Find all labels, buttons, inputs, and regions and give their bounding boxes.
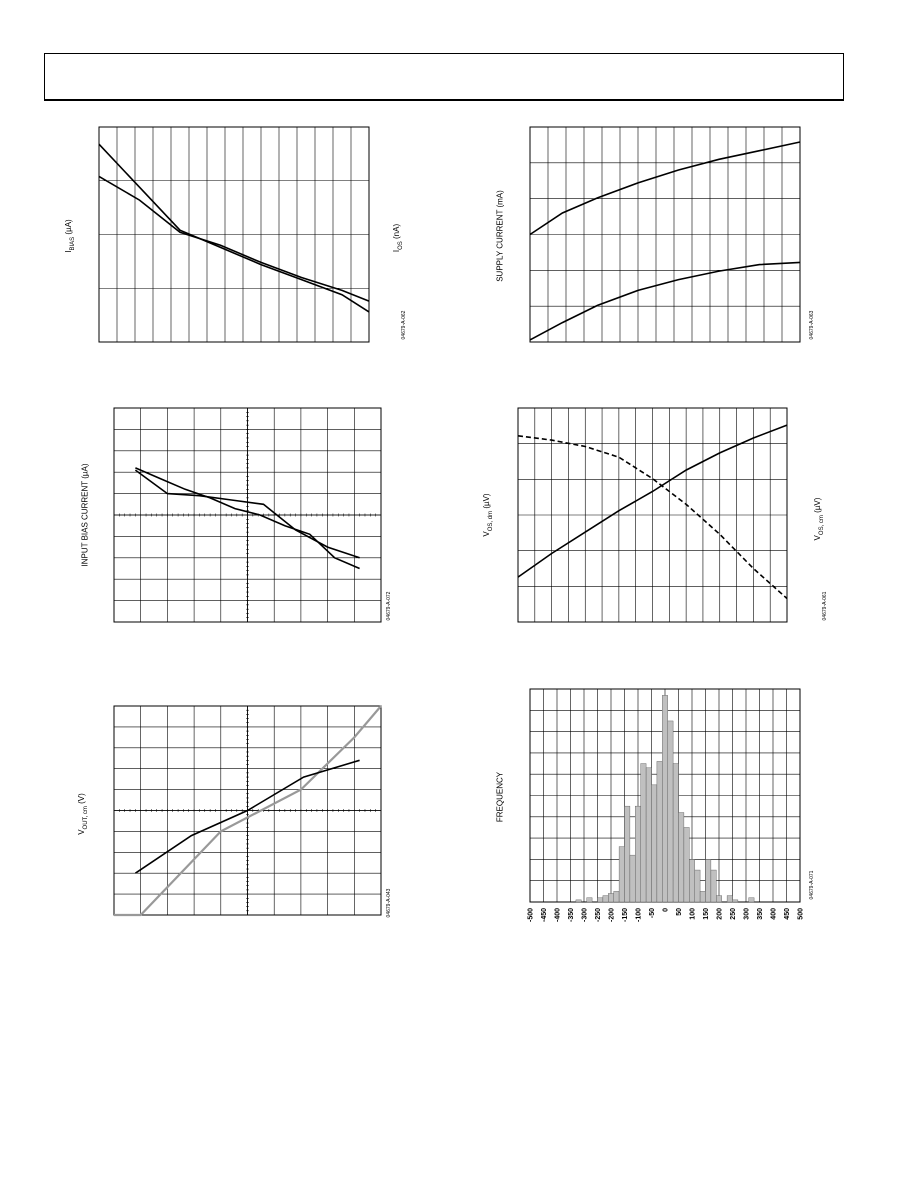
chart1-series-2 (99, 176, 369, 301)
chart2-series-1 (530, 142, 800, 235)
chart6-bar (641, 764, 646, 902)
chart6-bar (652, 785, 657, 902)
chart2-code: 04679-A-063 (809, 310, 815, 340)
chart6-bar (706, 859, 711, 902)
chart6-bar (679, 813, 684, 902)
chart4-y2label: $V_{OS, cm}$ (µV) (813, 497, 825, 541)
chart2-series-2 (530, 262, 800, 340)
chart6-bar (662, 695, 667, 902)
chart6-xtick-label: 400 (770, 908, 778, 920)
chart5-code: 04679-A-043 (386, 888, 392, 918)
chart6-bar (603, 896, 608, 902)
chart6-bar (689, 859, 694, 902)
chart6-bar (727, 896, 732, 902)
chart6-bar (749, 898, 754, 902)
chart6-xtick-label: -500 (527, 908, 535, 923)
chart3-ylabel: INPUT BIAS CURRENT (µA) (80, 463, 90, 567)
chart6-xtick-label: 500 (797, 908, 805, 920)
chart4-code: 04679-A-061 (822, 591, 828, 621)
chart6-bar (635, 806, 640, 902)
chart6-bar (646, 768, 651, 902)
chart6-xtick-label: -400 (554, 908, 562, 923)
chart6-bar (619, 847, 624, 902)
chart6-bar (576, 900, 581, 902)
chart5-ylabel: $V_{OUT, cm}$ (V) (77, 793, 89, 835)
chart6-bar (657, 761, 662, 902)
chart6-bar (684, 827, 689, 902)
chart6-bar (608, 893, 613, 902)
chart6-bar (668, 721, 673, 902)
chart6-bar (700, 891, 705, 902)
chart6-xtick-label: 350 (757, 908, 764, 920)
chart6-bar (625, 806, 630, 902)
chart6-xtick-label: -200 (608, 908, 616, 923)
chart6-bar (630, 855, 635, 902)
chart1-y2label: $I_{OS}$ (nA) (392, 223, 404, 253)
chart6-xtick-label: 0 (662, 908, 670, 912)
chart6-code: 04679-A-071 (809, 870, 815, 900)
chart2-ylabel: SUPPLY CURRENT (mA) (495, 190, 505, 282)
chart6-xtick-label: -50 (649, 908, 656, 919)
chart3-code: 04679-A-072 (386, 591, 392, 621)
chart6-xtick-label: 450 (784, 908, 791, 920)
chart6-bar (716, 896, 721, 902)
chart6-xtick-label: -150 (622, 908, 629, 923)
chart6-xtick-label: 50 (676, 908, 683, 916)
chart6-xtick-label: -450 (541, 908, 548, 923)
chart6-xtick-label: -250 (595, 908, 602, 923)
chart6-bar (695, 870, 700, 902)
chart1-code: 04679-A-062 (401, 310, 407, 340)
chart1-ylabel: $I_{BIAS}$ (µA) (64, 219, 76, 253)
chart6-bar (614, 891, 619, 902)
chart6-xtick-label: -100 (635, 908, 643, 923)
chart6-ylabel: FREQUENCY (495, 771, 505, 823)
chart6-bar (587, 898, 592, 902)
chart6-xtick-label: -300 (581, 908, 589, 923)
chart6-xtick-label: 100 (689, 908, 697, 920)
chart6-xtick-label: 300 (743, 908, 751, 920)
chart6-xtick-label: 150 (703, 908, 710, 920)
chart6-bar (733, 900, 738, 902)
chart4-ylabel: $V_{OS, dm}$ (µV) (482, 493, 494, 537)
chart6-xtick-label: 200 (716, 908, 724, 920)
chart6-bar (598, 898, 603, 902)
chart6-xtick-label: -350 (568, 908, 575, 923)
chart6-bar (711, 870, 716, 902)
chart6-xtick-label: 250 (730, 908, 737, 920)
chart6-bar (673, 764, 678, 902)
